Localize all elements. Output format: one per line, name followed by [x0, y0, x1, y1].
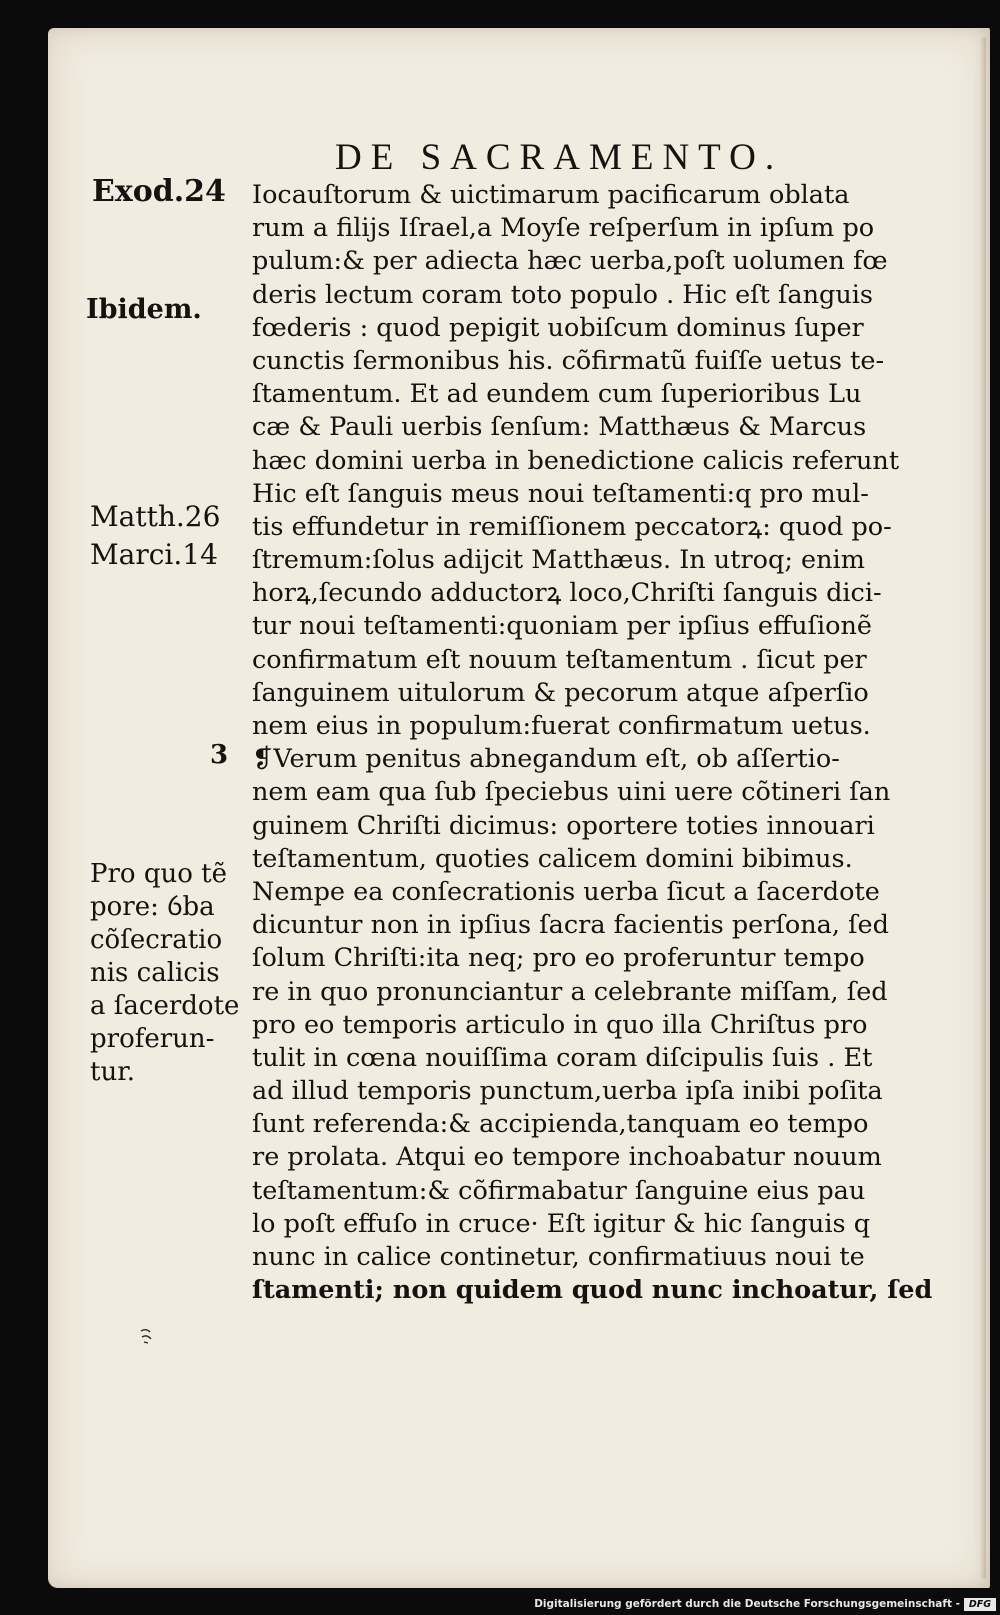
text-line: re in quo pronunciantur a celebrante miſſam, ſed: [252, 976, 888, 1007]
margin-note-exod: Exod.24: [92, 174, 226, 209]
text-line: hæc domini uerba in benedictione calicis referunt: [252, 445, 900, 476]
text-line: ſtremum:ſolus adijcit Matthæus. In utroq; enim: [252, 545, 865, 576]
text-line: cæ & Pauli uerbis ſenſum: Matthæus & Marcus: [252, 412, 867, 443]
text-line: Nempe ea conſecrationis uerba ſicut a ſacerdote: [252, 876, 880, 907]
text-line: horꝝ,ſecundo adductorꝝ loco,Chriſti ſanguis dici-: [252, 578, 882, 609]
gloss-line: proferun-: [90, 1024, 215, 1054]
text-line: Hic eſt ſanguis meus noui teſtamenti:q pro mul-: [252, 478, 869, 509]
footer-credit: Digitalisierung gefördert durch die Deutsche Forschungsgemeinschaft -: [534, 1598, 960, 1610]
text-line: tis effundetur in remiſſionem peccatorꝝ: quod po-: [252, 511, 892, 542]
margin-note-matth: Matth.26: [90, 500, 221, 533]
text-line: ſolum Chriſti:ita neq; pro eo proferuntur tempo: [252, 943, 865, 974]
text-line: confirmatum eſt nouum teſtamentum . ſicut per: [252, 644, 867, 675]
gloss-line: a ſacerdote: [90, 991, 240, 1021]
text-line: nunc in calice continetur, confirmatiuus noui te: [252, 1242, 865, 1272]
gloss-line: tur.: [90, 1057, 136, 1087]
gloss-line: cõſecratio: [90, 925, 223, 955]
running-head: DE SACRAMENTO.: [335, 137, 784, 178]
text-line: ❡Verum penitus abnegandum eſt, ob aſſertio-: [252, 744, 840, 775]
side-gloss: [90, 858, 250, 1089]
dfg-logo: DFG: [964, 1598, 996, 1611]
text-line: teſtamentum, quoties calicem domini bibimus.: [252, 843, 853, 874]
text-line: dicuntur non in ipſius ſacra facientis perſona, ſed: [252, 910, 889, 941]
text-line: deris lectum coram toto populo . Hic eſt ſanguis: [252, 279, 874, 310]
text-line: nem eam qua ſub ſpeciebus uini uere cõtineri ſan: [252, 777, 891, 808]
text-line: ad illud temporis punctum,uerba ipſa inibi poſita: [252, 1076, 883, 1107]
text-line: guinem Chriſti dicimus: oportere toties innouari: [252, 810, 875, 841]
page-edge-shadow: [980, 38, 986, 1578]
text-line: ſunt referenda:& accipienda,tanquam eo tempo: [252, 1109, 869, 1140]
ink-blot-icon: [138, 1327, 154, 1345]
gloss-line: nis calicis: [90, 958, 220, 988]
gloss-line: Pro quo tẽ: [90, 859, 227, 889]
text-line: ſtamentum. Et ad eundem cum ſuperioribus Lu: [252, 379, 862, 410]
text-line: Iocauſtorum & uictimarum pacificarum oblata: [252, 180, 850, 210]
text-line: tulit in cœna nouiſſima coram diſcipulis ſuis . Et: [252, 1042, 873, 1073]
text-line: teſtamentum:& cõfirmabatur ſanguine eius pau: [252, 1175, 866, 1206]
text-line: pulum:& per adiecta hæc uerba,poſt uolumen fœ: [252, 246, 888, 277]
text-line: cunctis ſermonibus his. cõfirmatũ fuiſſe uetus te-: [252, 345, 885, 376]
margin-note-marci: Marci.14: [90, 538, 218, 571]
body-text: [252, 179, 952, 1307]
text-line: fœderis : quod pepigit uobiſcum dominus ſuper: [252, 312, 864, 343]
text-line: ſtamenti; non quidem quod nunc inchoatur, ſed: [252, 1275, 933, 1306]
text-line: re prolata. Atqui eo tempore inchoabatur nouum: [252, 1142, 882, 1173]
text-line: rum a filijs Iſrael,a Moyſe reſperſum in ipſum po: [252, 213, 875, 244]
margin-note-ibidem: Ibidem.: [86, 294, 202, 325]
gloss-line: pore: ỽba: [90, 892, 215, 922]
text-line: tur noui teſtamenti:quoniam per ipſius effuſionẽ: [252, 611, 872, 642]
section-number: 3: [210, 740, 229, 770]
text-line: pro eo temporis articulo in quo illa Chriſtus pro: [252, 1009, 868, 1040]
text-line: nem eius in populum:fuerat confirmatum uetus.: [252, 711, 871, 741]
text-line: ſanguinem uitulorum & pecorum atque aſperſio: [252, 677, 869, 708]
text-line: lo poſt effuſo in cruce· Eſt igitur & hic ſanguis q: [252, 1208, 871, 1239]
